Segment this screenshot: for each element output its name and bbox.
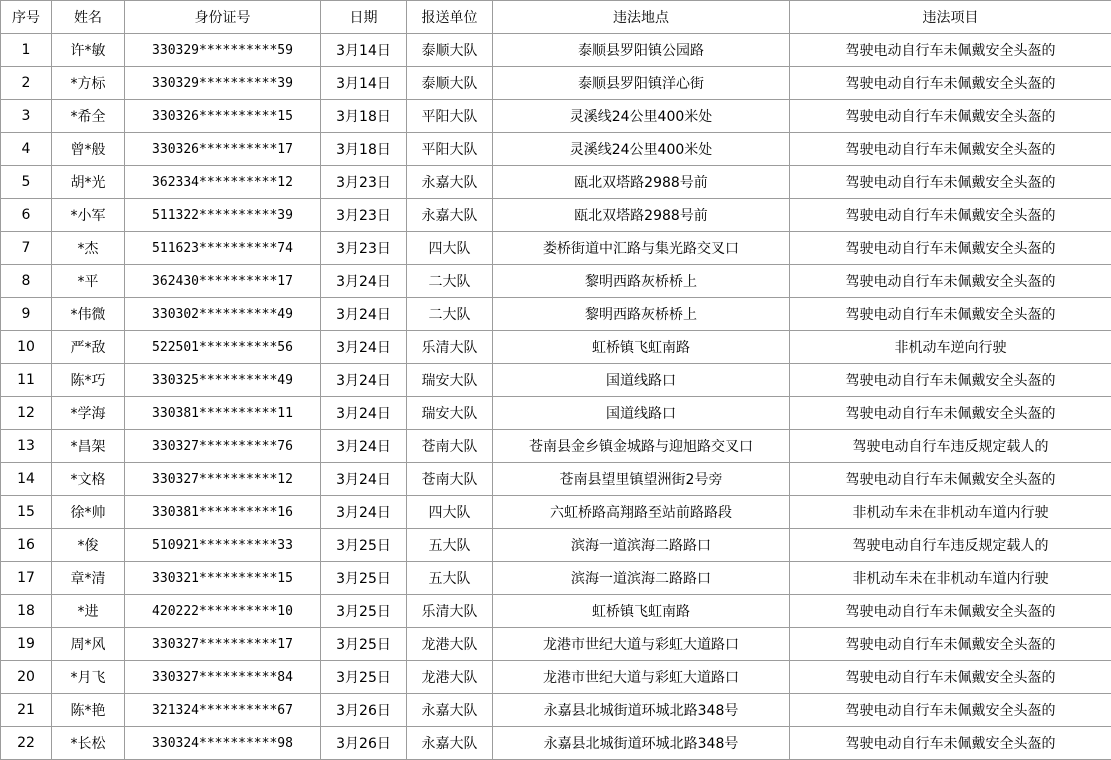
name-cell: *方标: [52, 67, 125, 100]
table-row: [1, 331, 1111, 364]
id-number-cell: 330327**********76: [125, 430, 321, 463]
table-row: [1, 595, 1111, 628]
unit-cell: 二大队: [407, 298, 493, 331]
unit-cell: 瑞安大队: [407, 364, 493, 397]
location-cell: 瓯北双塔路2988号前: [493, 199, 790, 232]
index-cell: 4: [1, 133, 52, 166]
violation-cell: 驾驶电动自行车未佩戴安全头盔的: [790, 67, 1111, 100]
violation-cell: 驾驶电动自行车未佩戴安全头盔的: [790, 397, 1111, 430]
table-row: [1, 628, 1111, 661]
id-number-cell: 330329**********59: [125, 34, 321, 67]
id-number-cell: 511623**********74: [125, 232, 321, 265]
unit-cell: 乐清大队: [407, 595, 493, 628]
index-cell: 22: [1, 727, 52, 760]
table-row: [1, 397, 1111, 430]
name-cell: 胡*光: [52, 166, 125, 199]
table-header: [1, 1, 1111, 34]
violation-cell: 非机动车未在非机动车道内行驶: [790, 562, 1111, 595]
date-cell: 3月24日: [321, 331, 407, 364]
unit-cell: 四大队: [407, 232, 493, 265]
id-number-cell: 330329**********39: [125, 67, 321, 100]
id-number-cell: 511322**********39: [125, 199, 321, 232]
name-cell: 曾*般: [52, 133, 125, 166]
date-cell: 3月25日: [321, 529, 407, 562]
id-number-cell: 330327**********84: [125, 661, 321, 694]
id-number-cell: 321324**********67: [125, 694, 321, 727]
location-cell: 苍南县金乡镇金城路与迎旭路交叉口: [493, 430, 790, 463]
location-cell: 灵溪线24公里400米处: [493, 100, 790, 133]
name-cell: *月飞: [52, 661, 125, 694]
date-cell: 3月14日: [321, 67, 407, 100]
table-row: [1, 727, 1111, 760]
name-cell: *小军: [52, 199, 125, 232]
date-cell: 3月26日: [321, 727, 407, 760]
location-cell: 滨海一道滨海二路路口: [493, 529, 790, 562]
name-cell: *平: [52, 265, 125, 298]
column-header-name: 姓名: [52, 1, 125, 34]
table-row: [1, 67, 1111, 100]
index-cell: 14: [1, 463, 52, 496]
unit-cell: 五大队: [407, 529, 493, 562]
name-cell: 章*清: [52, 562, 125, 595]
table-row: [1, 496, 1111, 529]
date-cell: 3月23日: [321, 232, 407, 265]
location-cell: 国道线路口: [493, 364, 790, 397]
violation-cell: 驾驶电动自行车未佩戴安全头盔的: [790, 595, 1111, 628]
violation-cell: 驾驶电动自行车未佩戴安全头盔的: [790, 364, 1111, 397]
name-cell: *学海: [52, 397, 125, 430]
unit-cell: 永嘉大队: [407, 694, 493, 727]
date-cell: 3月18日: [321, 133, 407, 166]
date-cell: 3月26日: [321, 694, 407, 727]
date-cell: 3月25日: [321, 562, 407, 595]
index-cell: 18: [1, 595, 52, 628]
table-row: [1, 298, 1111, 331]
violation-cell: 驾驶电动自行车未佩戴安全头盔的: [790, 463, 1111, 496]
index-cell: 1: [1, 34, 52, 67]
location-cell: 灵溪线24公里400米处: [493, 133, 790, 166]
name-cell: *进: [52, 595, 125, 628]
date-cell: 3月24日: [321, 364, 407, 397]
location-cell: 娄桥街道中汇路与集光路交叉口: [493, 232, 790, 265]
unit-cell: 泰顺大队: [407, 67, 493, 100]
unit-cell: 永嘉大队: [407, 166, 493, 199]
id-number-cell: 330326**********15: [125, 100, 321, 133]
violation-cell: 驾驶电动自行车未佩戴安全头盔的: [790, 100, 1111, 133]
name-cell: 陈*巧: [52, 364, 125, 397]
unit-cell: 泰顺大队: [407, 34, 493, 67]
unit-cell: 苍南大队: [407, 430, 493, 463]
location-cell: 泰顺县罗阳镇公园路: [493, 34, 790, 67]
id-number-cell: 420222**********10: [125, 595, 321, 628]
id-number-cell: 330326**********17: [125, 133, 321, 166]
table-row: [1, 34, 1111, 67]
name-cell: *文格: [52, 463, 125, 496]
column-header-index: 序号: [1, 1, 52, 34]
date-cell: 3月25日: [321, 661, 407, 694]
index-cell: 19: [1, 628, 52, 661]
date-cell: 3月23日: [321, 166, 407, 199]
location-cell: 永嘉县北城街道环城北路348号: [493, 727, 790, 760]
location-cell: 泰顺县罗阳镇洋心街: [493, 67, 790, 100]
violation-cell: 驾驶电动自行车未佩戴安全头盔的: [790, 265, 1111, 298]
violation-cell: 驾驶电动自行车未佩戴安全头盔的: [790, 166, 1111, 199]
location-cell: 黎明西路灰桥桥上: [493, 265, 790, 298]
index-cell: 5: [1, 166, 52, 199]
date-cell: 3月24日: [321, 496, 407, 529]
id-number-cell: 330327**********17: [125, 628, 321, 661]
column-header-violation: 违法项目: [790, 1, 1111, 34]
date-cell: 3月14日: [321, 34, 407, 67]
index-cell: 10: [1, 331, 52, 364]
id-number-cell: 330381**********11: [125, 397, 321, 430]
violation-cell: 驾驶电动自行车未佩戴安全头盔的: [790, 34, 1111, 67]
table-row: [1, 265, 1111, 298]
location-cell: 龙港市世纪大道与彩虹大道路口: [493, 661, 790, 694]
index-cell: 6: [1, 199, 52, 232]
name-cell: *俊: [52, 529, 125, 562]
name-cell: *杰: [52, 232, 125, 265]
location-cell: 滨海一道滨海二路路口: [493, 562, 790, 595]
index-cell: 21: [1, 694, 52, 727]
id-number-cell: 330325**********49: [125, 364, 321, 397]
date-cell: 3月18日: [321, 100, 407, 133]
violation-cell: 驾驶电动自行车未佩戴安全头盔的: [790, 232, 1111, 265]
unit-cell: 永嘉大队: [407, 199, 493, 232]
unit-cell: 苍南大队: [407, 463, 493, 496]
id-number-cell: 510921**********33: [125, 529, 321, 562]
violation-cell: 驾驶电动自行车未佩戴安全头盔的: [790, 133, 1111, 166]
column-header-unit: 报送单位: [407, 1, 493, 34]
violation-cell: 驾驶电动自行车未佩戴安全头盔的: [790, 727, 1111, 760]
unit-cell: 瑞安大队: [407, 397, 493, 430]
unit-cell: 龙港大队: [407, 661, 493, 694]
name-cell: 严*敌: [52, 331, 125, 364]
date-cell: 3月24日: [321, 265, 407, 298]
table-row: [1, 364, 1111, 397]
location-cell: 永嘉县北城街道环城北路348号: [493, 694, 790, 727]
location-cell: 国道线路口: [493, 397, 790, 430]
index-cell: 15: [1, 496, 52, 529]
name-cell: 周*风: [52, 628, 125, 661]
location-cell: 六虹桥路高翔路至站前路路段: [493, 496, 790, 529]
location-cell: 黎明西路灰桥桥上: [493, 298, 790, 331]
unit-cell: 乐清大队: [407, 331, 493, 364]
index-cell: 8: [1, 265, 52, 298]
index-cell: 9: [1, 298, 52, 331]
index-cell: 3: [1, 100, 52, 133]
name-cell: *长松: [52, 727, 125, 760]
unit-cell: 四大队: [407, 496, 493, 529]
unit-cell: 永嘉大队: [407, 727, 493, 760]
index-cell: 7: [1, 232, 52, 265]
column-header-date: 日期: [321, 1, 407, 34]
id-number-cell: 362430**********17: [125, 265, 321, 298]
id-number-cell: 330321**********15: [125, 562, 321, 595]
id-number-cell: 522501**********56: [125, 331, 321, 364]
violation-cell: 驾驶电动自行车未佩戴安全头盔的: [790, 628, 1111, 661]
table-row: [1, 133, 1111, 166]
id-number-cell: 330327**********12: [125, 463, 321, 496]
table-row: [1, 430, 1111, 463]
id-number-cell: 330324**********98: [125, 727, 321, 760]
violation-cell: 非机动车未在非机动车道内行驶: [790, 496, 1111, 529]
date-cell: 3月25日: [321, 628, 407, 661]
column-header-location: 违法地点: [493, 1, 790, 34]
unit-cell: 平阳大队: [407, 133, 493, 166]
table-row: [1, 529, 1111, 562]
location-cell: 龙港市世纪大道与彩虹大道路口: [493, 628, 790, 661]
table-row: [1, 661, 1111, 694]
name-cell: *昌架: [52, 430, 125, 463]
date-cell: 3月24日: [321, 397, 407, 430]
violation-cell: 驾驶电动自行车未佩戴安全头盔的: [790, 694, 1111, 727]
date-cell: 3月25日: [321, 595, 407, 628]
index-cell: 12: [1, 397, 52, 430]
table-row: [1, 694, 1111, 727]
date-cell: 3月24日: [321, 430, 407, 463]
unit-cell: 平阳大队: [407, 100, 493, 133]
id-number-cell: 330381**********16: [125, 496, 321, 529]
location-cell: 瓯北双塔路2988号前: [493, 166, 790, 199]
index-cell: 2: [1, 67, 52, 100]
name-cell: 许*敏: [52, 34, 125, 67]
location-cell: 虹桥镇飞虹南路: [493, 331, 790, 364]
header-row: [1, 1, 1111, 34]
index-cell: 20: [1, 661, 52, 694]
violation-cell: 驾驶电动自行车未佩戴安全头盔的: [790, 661, 1111, 694]
unit-cell: 二大队: [407, 265, 493, 298]
table-row: [1, 199, 1111, 232]
unit-cell: 龙港大队: [407, 628, 493, 661]
name-cell: 徐*帅: [52, 496, 125, 529]
name-cell: *伟微: [52, 298, 125, 331]
id-number-cell: 362334**********12: [125, 166, 321, 199]
violation-cell: 驾驶电动自行车未佩戴安全头盔的: [790, 199, 1111, 232]
column-header-id-number: 身份证号: [125, 1, 321, 34]
table-body: [1, 34, 1111, 760]
location-cell: 苍南县望里镇望洲街2号旁: [493, 463, 790, 496]
violation-cell: 驾驶电动自行车违反规定载人的: [790, 529, 1111, 562]
name-cell: 陈*艳: [52, 694, 125, 727]
unit-cell: 五大队: [407, 562, 493, 595]
location-cell: 虹桥镇飞虹南路: [493, 595, 790, 628]
id-number-cell: 330302**********49: [125, 298, 321, 331]
index-cell: 13: [1, 430, 52, 463]
table-row: [1, 232, 1111, 265]
index-cell: 17: [1, 562, 52, 595]
violation-cell: 非机动车逆向行驶: [790, 331, 1111, 364]
date-cell: 3月24日: [321, 463, 407, 496]
table-row: [1, 562, 1111, 595]
date-cell: 3月24日: [321, 298, 407, 331]
violation-cell: 驾驶电动自行车未佩戴安全头盔的: [790, 298, 1111, 331]
index-cell: 11: [1, 364, 52, 397]
violation-cell: 驾驶电动自行车违反规定载人的: [790, 430, 1111, 463]
table-row: [1, 463, 1111, 496]
table-row: [1, 100, 1111, 133]
date-cell: 3月23日: [321, 199, 407, 232]
table-row: [1, 166, 1111, 199]
index-cell: 16: [1, 529, 52, 562]
name-cell: *希全: [52, 100, 125, 133]
